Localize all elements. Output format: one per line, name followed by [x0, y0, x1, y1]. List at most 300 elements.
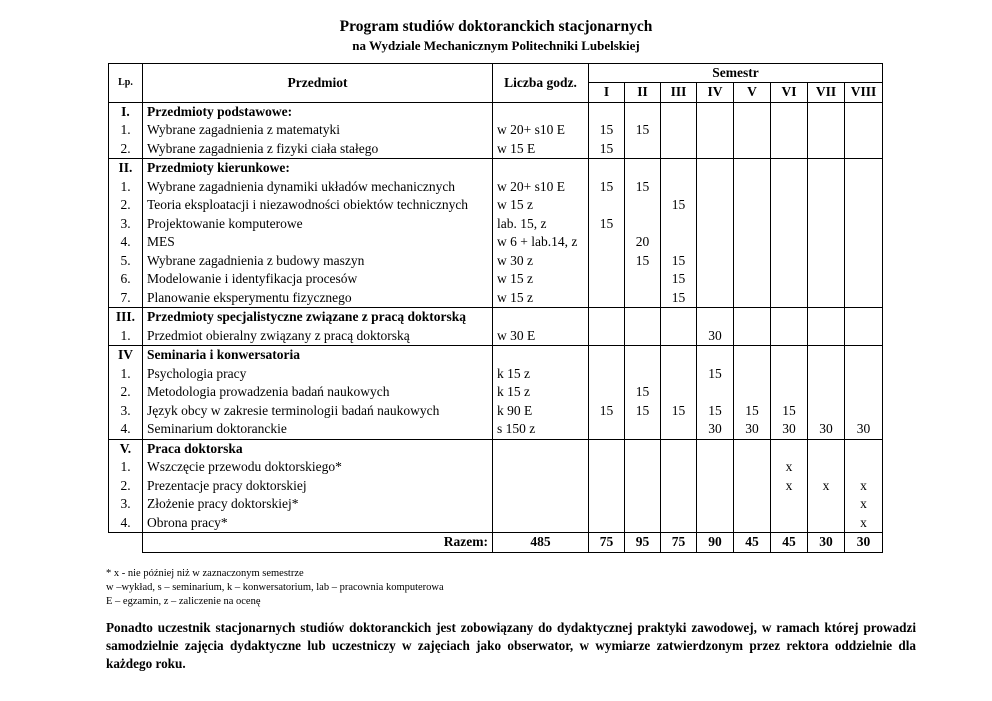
- semester-value: [625, 477, 660, 496]
- semester-cell: [734, 159, 771, 308]
- semester-value: [845, 346, 882, 365]
- semester-value: [697, 458, 733, 477]
- row-lp: 1.: [109, 365, 143, 384]
- semester-cell: [589, 159, 625, 308]
- semester-value: [589, 308, 624, 327]
- semester-value: [625, 440, 660, 459]
- semester-cell: [697, 346, 734, 440]
- semester-cell: [697, 439, 734, 533]
- semester-value: 15: [599, 215, 614, 231]
- semester-value: [808, 308, 844, 327]
- hours-value: [497, 346, 588, 365]
- semester-value: [771, 121, 807, 140]
- section-row: [109, 308, 883, 327]
- semester-value: [845, 308, 882, 327]
- semester-value: 15: [635, 178, 650, 194]
- semester-cell: [808, 439, 845, 533]
- semester-value: [734, 270, 770, 289]
- footnote: w –wykład, s – seminarium, k – konwersatorium, lab – pracownia komputerowa: [106, 582, 444, 593]
- semester-value: [845, 159, 882, 178]
- semester-cell: [625, 102, 661, 159]
- semester-value: [625, 140, 660, 159]
- semester-value: [808, 346, 844, 365]
- total-semester: 45: [771, 533, 808, 553]
- hours-value: w 30 z: [497, 252, 533, 268]
- semester-value: [589, 196, 624, 215]
- semester-value: [771, 252, 807, 271]
- total-semester: 30: [845, 533, 883, 553]
- subject-name: Projektowanie komputerowe: [143, 215, 493, 234]
- semester-value: 15: [599, 178, 614, 194]
- semester-value: 15: [599, 122, 614, 137]
- semester-value: [589, 477, 624, 496]
- semester-value: [661, 233, 696, 252]
- semester-cell: [808, 102, 845, 159]
- semester-col-header: VI: [771, 83, 808, 103]
- semester-cell: [771, 346, 808, 440]
- subject-name: Prezentacje pracy doktorskiej: [143, 477, 493, 496]
- hours-value: w 15 z: [497, 197, 533, 212]
- semester-value: [771, 215, 807, 234]
- semester-value: 15: [671, 197, 686, 212]
- semester-value: [808, 458, 844, 477]
- semester-value: [697, 477, 733, 496]
- semester-value: [845, 103, 882, 122]
- semester-value: [808, 514, 844, 533]
- semester-value: x: [822, 477, 830, 493]
- semester-value: [771, 514, 807, 533]
- semester-value: [697, 215, 733, 234]
- semester-value: [734, 233, 770, 252]
- semester-value: [734, 477, 770, 496]
- semester-value: [625, 196, 660, 215]
- subject-name: Wybrane zagadnienia z fizyki ciała stałego: [143, 140, 493, 159]
- row-lp: 5.: [109, 252, 143, 271]
- semester-value: [589, 327, 624, 346]
- semester-value: [771, 178, 807, 197]
- semester-value: 20: [635, 234, 650, 249]
- semester-cell: [625, 346, 661, 440]
- document-subtitle: na Wydziale Mechanicznym Politechniki Lubelskiej: [352, 38, 640, 53]
- section-lp: V.: [109, 439, 143, 458]
- semester-cell: [808, 308, 845, 346]
- semester-cell: [589, 439, 625, 533]
- semester-value: [808, 215, 844, 234]
- row-lp: 2.: [109, 477, 143, 496]
- hours-value: w 15 E: [497, 140, 536, 156]
- semester-value: [845, 215, 882, 234]
- hours-value: w 15 z: [497, 289, 533, 305]
- row-lp: 4.: [109, 514, 143, 533]
- semester-value: [734, 383, 770, 402]
- subject-header: Przedmiot: [143, 64, 493, 103]
- semester-value: [589, 252, 624, 271]
- semester-value: [589, 495, 624, 514]
- semester-value: [734, 327, 770, 346]
- semester-value: [771, 346, 807, 365]
- semester-value: [661, 495, 696, 514]
- hours-value: [497, 495, 588, 514]
- hours-value: w 15 z: [497, 271, 533, 286]
- semester-value: [845, 233, 882, 252]
- total-label: Razem:: [143, 533, 493, 553]
- semester-value: [734, 289, 770, 308]
- semester-value: [625, 159, 660, 178]
- semester-value: 30: [856, 421, 871, 436]
- semester-value: [734, 458, 770, 477]
- semester-value: [697, 233, 733, 252]
- semester-value: [771, 440, 807, 459]
- semester-value: [661, 121, 696, 140]
- hours-value: k 15 z: [497, 384, 530, 399]
- blank-cell: [109, 533, 143, 553]
- section-row: [109, 346, 883, 365]
- semester-header: Semestr: [589, 64, 883, 83]
- semester-cell: [734, 102, 771, 159]
- subject-name: Psychologia pracy: [143, 365, 493, 384]
- semester-value: [771, 383, 807, 402]
- semester-value: [697, 308, 733, 327]
- semester-value: 15: [635, 402, 650, 418]
- semester-value: [625, 346, 660, 365]
- section-title: Seminaria i konwersatoria: [143, 346, 493, 365]
- semester-value: [589, 103, 624, 122]
- subject-name: Planowanie eksperymentu fizycznego: [143, 289, 493, 308]
- semester-value: x: [785, 477, 793, 493]
- row-lp: 2.: [109, 196, 143, 215]
- total-semester: 75: [661, 533, 697, 553]
- semester-cell: [589, 102, 625, 159]
- subject-name: Wybrane zagadnienia z matematyki: [143, 121, 493, 140]
- semester-value: [771, 327, 807, 346]
- semester-cell: [661, 102, 697, 159]
- semester-value: [661, 327, 696, 346]
- row-lp: 1.: [109, 458, 143, 477]
- semester-value: [697, 196, 733, 215]
- semester-value: [734, 252, 770, 271]
- semester-col-header: VIII: [845, 83, 883, 103]
- semester-value: [734, 365, 770, 384]
- row-lp: 3.: [109, 215, 143, 234]
- semester-cell: [771, 159, 808, 308]
- semester-value: [625, 495, 660, 514]
- hours-value: [497, 159, 588, 178]
- semester-value: [661, 440, 696, 459]
- semester-value: [771, 103, 807, 122]
- semester-value: [661, 477, 696, 496]
- semester-value: [734, 215, 770, 234]
- semester-value: [734, 196, 770, 215]
- row-lp: 1.: [109, 178, 143, 197]
- semester-value: [625, 365, 660, 384]
- hours-value: w 30 E: [497, 327, 536, 343]
- semester-cell: [771, 439, 808, 533]
- hours-value: w 6 + lab.14, z: [497, 234, 578, 249]
- semester-value: 15: [708, 402, 722, 418]
- semester-value: x: [785, 459, 793, 474]
- semester-col-header: I: [589, 83, 625, 103]
- hours-value: [497, 440, 588, 459]
- semester-value: [661, 458, 696, 477]
- semester-value: 15: [745, 402, 759, 418]
- semester-value: [771, 289, 807, 308]
- total-semester: 30: [808, 533, 845, 553]
- section-title: Praca doktorska: [143, 439, 493, 458]
- hours-value: w 20+ s10 E: [497, 122, 565, 137]
- semester-value: [625, 420, 660, 439]
- section-row: [109, 159, 883, 178]
- semester-value: [845, 252, 882, 271]
- semester-cell: [845, 159, 883, 308]
- semester-value: [734, 121, 770, 140]
- hours-cell: [493, 102, 589, 159]
- semester-value: [589, 233, 624, 252]
- semester-value: [589, 440, 624, 459]
- subject-name: Język obcy w zakresie terminologii badań naukowych: [143, 402, 493, 421]
- semester-cell: [845, 308, 883, 346]
- semester-value: 30: [745, 421, 759, 436]
- semester-value: [661, 178, 696, 197]
- semester-value: [697, 346, 733, 365]
- semester-value: [808, 289, 844, 308]
- semester-value: [589, 420, 624, 439]
- semester-value: [845, 327, 882, 346]
- semester-value: [589, 383, 624, 402]
- semester-value: 30: [782, 421, 796, 436]
- subject-name: MES: [143, 233, 493, 252]
- semester-value: [808, 140, 844, 159]
- subject-name: Obrona pracy*: [143, 514, 493, 533]
- semester-value: [771, 233, 807, 252]
- semester-value: [808, 103, 844, 122]
- semester-value: [697, 178, 733, 197]
- semester-value: [625, 270, 660, 289]
- semester-value: 15: [599, 140, 614, 156]
- hours-value: [497, 458, 588, 477]
- semester-cell: [771, 308, 808, 346]
- semester-value: [845, 178, 882, 197]
- semester-value: 30: [708, 421, 722, 436]
- row-lp: 7.: [109, 289, 143, 308]
- semester-cell: [734, 346, 771, 440]
- row-lp: 3.: [109, 402, 143, 421]
- semester-value: [734, 178, 770, 197]
- section-row: [109, 102, 883, 121]
- semester-value: [697, 252, 733, 271]
- semester-value: [625, 289, 660, 308]
- semester-value: 15: [671, 252, 686, 268]
- semester-value: [808, 159, 844, 178]
- semester-value: 15: [671, 289, 686, 305]
- semester-value: 15: [635, 252, 650, 268]
- subject-name: Teoria eksploatacji i niezawodności obiektów technicznych: [143, 196, 493, 215]
- semester-value: [625, 103, 660, 122]
- hours-value: lab. 15, z: [497, 215, 547, 231]
- total-semester: 45: [734, 533, 771, 553]
- hours-value: w 20+ s10 E: [497, 178, 565, 194]
- semester-value: [845, 289, 882, 308]
- semester-value: 30: [819, 421, 833, 436]
- semester-cell: [697, 159, 734, 308]
- subject-name: Seminarium doktoranckie: [143, 420, 493, 439]
- semester-cell: [661, 159, 697, 308]
- semester-value: [661, 346, 696, 365]
- semester-cell: [771, 102, 808, 159]
- semester-value: [845, 270, 882, 289]
- semester-col-header: VII: [808, 83, 845, 103]
- semester-value: [734, 346, 770, 365]
- semester-value: [625, 215, 660, 234]
- semester-cell: [589, 346, 625, 440]
- semester-value: [808, 365, 844, 384]
- semester-value: 15: [635, 122, 650, 137]
- footnote: * x - nie później niż w zaznaczonym semestrze: [106, 568, 304, 579]
- total-hours: 485: [493, 533, 589, 553]
- subject-name: Modelowanie i identyfikacja procesów: [143, 270, 493, 289]
- row-lp: 1.: [109, 121, 143, 140]
- semester-value: [845, 402, 882, 421]
- semester-value: [845, 140, 882, 159]
- hours-value: s 150 z: [497, 421, 536, 436]
- semester-value: [697, 270, 733, 289]
- hours-cell: [493, 308, 589, 346]
- hours-cell: [493, 346, 589, 440]
- total-row: [109, 533, 883, 553]
- hours-value: k 90 E: [497, 402, 533, 418]
- semester-cell: [845, 102, 883, 159]
- semester-value: 15: [708, 365, 722, 381]
- semester-value: [661, 514, 696, 533]
- semester-value: 15: [782, 402, 796, 418]
- semester-col-header: V: [734, 83, 771, 103]
- semester-value: [808, 121, 844, 140]
- semester-cell: [625, 439, 661, 533]
- semester-value: [808, 233, 844, 252]
- semester-cell: [734, 308, 771, 346]
- semester-value: [697, 140, 733, 159]
- hours-value: [497, 514, 588, 533]
- hours-header: Liczba godz.: [493, 64, 589, 103]
- semester-value: [808, 495, 844, 514]
- subject-name: Złożenie pracy doktorskiej*: [143, 495, 493, 514]
- semester-value: [625, 327, 660, 346]
- study-program-table: [108, 63, 883, 553]
- semester-value: [734, 440, 770, 459]
- footnote: E – egzamin, z – zaliczenie na ocenę: [106, 596, 261, 607]
- semester-value: x: [860, 496, 867, 511]
- semester-value: [697, 440, 733, 459]
- semester-value: [625, 514, 660, 533]
- semester-value: [845, 440, 882, 459]
- semester-value: [589, 270, 624, 289]
- semester-value: [697, 159, 733, 178]
- semester-value: [845, 365, 882, 384]
- semester-value: [771, 365, 807, 384]
- total-semester: 95: [625, 533, 661, 553]
- hours-cell: [493, 159, 589, 308]
- semester-value: [697, 514, 733, 533]
- semester-value: [771, 159, 807, 178]
- section-title: Przedmioty specjalistyczne związane z pracą doktorską: [143, 308, 493, 327]
- semester-value: [589, 514, 624, 533]
- semester-value: [808, 196, 844, 215]
- semester-cell: [625, 308, 661, 346]
- semester-cell: [808, 346, 845, 440]
- semester-value: [734, 140, 770, 159]
- semester-value: [697, 121, 733, 140]
- hours-value: [497, 308, 588, 327]
- semester-cell: [845, 346, 883, 440]
- semester-value: [808, 327, 844, 346]
- semester-value: [661, 159, 696, 178]
- section-row: [109, 439, 883, 458]
- semester-cell: [697, 308, 734, 346]
- semester-value: [661, 365, 696, 384]
- section-lp: III.: [109, 308, 143, 327]
- semester-value: [771, 140, 807, 159]
- row-lp: 4.: [109, 233, 143, 252]
- semester-value: [661, 420, 696, 439]
- subject-name: Wybrane zagadnienia dynamiki układów mechanicznych: [143, 178, 493, 197]
- semester-value: [808, 178, 844, 197]
- semester-cell: [845, 439, 883, 533]
- semester-value: [771, 196, 807, 215]
- semester-cell: [808, 159, 845, 308]
- total-semester: 90: [697, 533, 734, 553]
- subject-name: Przedmiot obieralny związany z pracą doktorską: [143, 327, 493, 346]
- section-title: Przedmioty podstawowe:: [143, 102, 493, 121]
- semester-value: [808, 440, 844, 459]
- semester-value: [589, 159, 624, 178]
- semester-value: 15: [671, 271, 686, 286]
- practice-paragraph: Ponadto uczestnik stacjonarnych studiów doktoranckich jest zobowiązany do dydaktycznej praktyki zawodowej, w ramach której prowadzi samodzielnie zajęcia dydaktyczne lub uczestniczy w zajęciach jako obserwator, w wymiarze zatwierdzonym przez rektora oddzielnie dla każdego roku.: [106, 620, 916, 671]
- semester-value: 30: [708, 327, 722, 343]
- semester-col-header: II: [625, 83, 661, 103]
- semester-value: [661, 103, 696, 122]
- hours-cell: [493, 439, 589, 533]
- semester-cell: [734, 439, 771, 533]
- hours-value: k 15 z: [497, 365, 530, 381]
- semester-value: [808, 383, 844, 402]
- semester-cell: [661, 308, 697, 346]
- semester-cell: [589, 308, 625, 346]
- row-lp: 3.: [109, 495, 143, 514]
- hours-value: [497, 477, 588, 496]
- semester-value: [697, 495, 733, 514]
- row-lp: 4.: [109, 420, 143, 439]
- footnotes: [106, 567, 444, 609]
- semester-value: [808, 402, 844, 421]
- semester-value: [625, 308, 660, 327]
- semester-value: [661, 140, 696, 159]
- subject-name: Wszczęcie przewodu doktorskiego*: [143, 458, 493, 477]
- semester-value: 15: [599, 402, 614, 418]
- semester-value: [697, 103, 733, 122]
- semester-value: [661, 308, 696, 327]
- semester-value: [661, 215, 696, 234]
- section-title: Przedmioty kierunkowe:: [143, 159, 493, 178]
- semester-value: [845, 196, 882, 215]
- row-lp: 1.: [109, 327, 143, 346]
- semester-value: [589, 365, 624, 384]
- semester-value: [845, 383, 882, 402]
- semester-value: [808, 270, 844, 289]
- semester-value: 15: [635, 384, 650, 399]
- semester-value: [734, 514, 770, 533]
- lp-header: Lp.: [109, 64, 143, 103]
- section-lp: II.: [109, 159, 143, 178]
- semester-cell: [625, 159, 661, 308]
